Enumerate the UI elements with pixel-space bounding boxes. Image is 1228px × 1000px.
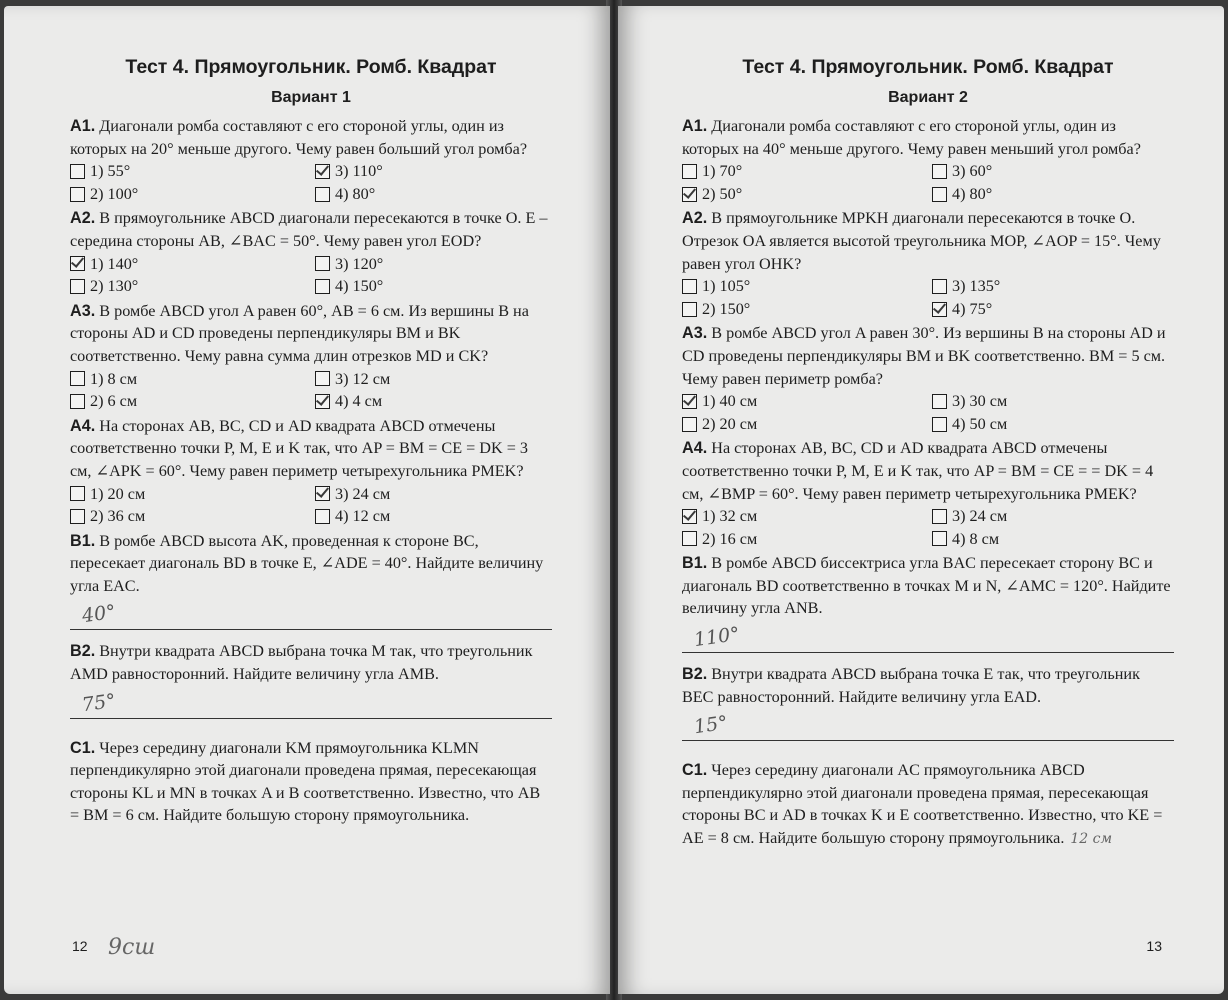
option-label: 4) 50 см [952, 414, 1008, 433]
answer-option[interactable] [682, 183, 924, 206]
checked-checkbox[interactable] [315, 164, 330, 179]
checkbox[interactable] [70, 371, 85, 386]
answer-option[interactable] [70, 483, 307, 506]
checkbox[interactable] [70, 394, 85, 409]
checkbox[interactable] [932, 279, 947, 294]
checked-checkbox[interactable] [70, 256, 85, 271]
task-a4: А4. На сторонах AB, BC, CD и AD квадрата ABCD отмечены соответственно точки P, M, E и K так, что AP = BM = CE = DK = 3 см, ∠APK = 60°. Чему равен периметр четырехугольника PMEK? [70, 416, 529, 480]
checkbox[interactable] [315, 371, 330, 386]
answer-option[interactable] [932, 275, 1174, 298]
left-page [4, 6, 610, 994]
checkbox[interactable] [682, 164, 697, 179]
option-label: 4) 75° [952, 299, 993, 318]
answer-option[interactable] [315, 505, 552, 528]
option-label: 1) 20 см [90, 484, 146, 503]
handwritten-signature: 9сш [108, 935, 156, 960]
answer-line-b1[interactable] [682, 620, 1174, 653]
checkbox[interactable] [932, 417, 947, 432]
checkbox[interactable] [315, 509, 330, 524]
checkbox[interactable] [70, 486, 85, 501]
option-label: 2) 6 см [90, 392, 138, 411]
answer-option[interactable] [70, 253, 307, 276]
checked-checkbox[interactable] [315, 394, 330, 409]
page-number: 13 [1146, 938, 1162, 954]
answer-option[interactable] [70, 505, 307, 528]
answer-option[interactable] [70, 368, 307, 391]
task-b1: B1. В ромбе ABCD высота AK, проведенная к стороне BC, пересекает диагональ BD в точке E, ∠ADE = 40°. Найдите величину угла EAC. [70, 531, 544, 595]
option-label: 3) 12 см [335, 369, 391, 388]
task-a4: А4. На сторонах AB, BC, CD и AD квадрата ABCD отмечены соответственно точки P, M, E и K так, что AP = BM = CE = = DK = 4 см, ∠BMP = 60°. Чему равен периметр четырехугольника PMEK? [682, 439, 1154, 503]
option-label: 1) 55° [90, 162, 131, 181]
answer-option[interactable] [682, 505, 924, 528]
option-label: 2) 20 см [702, 414, 758, 433]
answer-option[interactable] [315, 390, 552, 413]
answer-option[interactable] [682, 413, 924, 436]
answer-option[interactable] [932, 390, 1174, 413]
option-label: 2) 130° [90, 277, 139, 296]
checked-checkbox[interactable] [682, 187, 697, 202]
option-label: 1) 32 см [702, 507, 758, 526]
answer-option[interactable] [682, 528, 924, 551]
task-b2: B2. Внутри квадрата ABCD выбрана точка E так, что треугольник BEC равносторонний. Найдите величину угла EAD. [682, 665, 1140, 706]
options-a2 [682, 275, 1174, 320]
answer-option[interactable] [315, 253, 552, 276]
right-page [618, 6, 1224, 994]
page-title: Тест 4. Прямоугольник. Ромб. Квадрат [125, 56, 497, 78]
checkbox[interactable] [932, 394, 947, 409]
option-label: 3) 30 см [952, 392, 1008, 411]
options-a1 [682, 160, 1174, 205]
checkbox[interactable] [70, 187, 85, 202]
option-label: 4) 150° [335, 277, 384, 296]
checkbox[interactable] [70, 279, 85, 294]
checkbox[interactable] [315, 256, 330, 271]
checkbox[interactable] [682, 417, 697, 432]
task-c1: C1. Через середину диагонали KM прямоугольника KLMN перпендикулярно этой диагонали проведена прямая, пересекающая стороны KL и MN в точках A и B соответственно. Известно, что AB = BM = 6 см. Найдите большую сторону прямоугольника. [70, 738, 541, 825]
answer-option[interactable] [315, 183, 552, 206]
handwritten-answer: 75° [80, 689, 118, 716]
task-b2: B2. Внутри квадрата ABCD выбрана точка M так, что треугольник AMD равносторонний. Найдите величину угла AMB. [70, 642, 533, 684]
option-label: 3) 110° [335, 162, 383, 181]
handwritten-answer: 110° [692, 622, 742, 652]
task-a2: А2. В прямоугольнике ABCD диагонали пересекаются в точке O. E – середина стороны AB, ∠BAC = 50°. Чему равен угол EOD? [70, 209, 548, 250]
answer-line-b2[interactable] [70, 686, 552, 719]
option-label: 2) 150° [702, 299, 751, 318]
page-title: Тест 4. Прямоугольник. Ромб. Квадрат [742, 56, 1114, 78]
variant-label: Вариант 2 [888, 89, 968, 106]
task-c1: C1. Через середину диагонали AC прямоугольника ABCD перпендикулярно этой диагонали проведена прямая, пересекающая стороны BC и AD в точках K и E соответственно. Известно, что KE = AE = 8 см. Найдите большую сторону прямоугольника. 12 см [682, 761, 1163, 848]
options-a4 [70, 483, 552, 528]
answer-option[interactable] [70, 183, 307, 206]
option-label: 1) 40 см [702, 392, 758, 411]
option-label: 4) 80° [952, 184, 993, 203]
option-label: 4) 8 см [952, 529, 1000, 548]
answer-option[interactable] [932, 183, 1174, 206]
answer-line-b1[interactable] [70, 597, 552, 630]
answer-option[interactable] [315, 368, 552, 391]
option-label: 2) 100° [90, 184, 139, 203]
option-label: 1) 140° [90, 254, 139, 273]
checked-checkbox[interactable] [315, 486, 330, 501]
task-a3: А3. В ромбе ABCD угол A равен 60°, AB = 6 см. Из вершины B на стороны AD и CD проведены перпендикуляры BM и BK соответственно. Чему равна сумма длин отрезков MD и CK? [70, 301, 529, 365]
checkbox[interactable] [682, 531, 697, 546]
task-a2: А2. В прямоугольнике MPKH диагонали пересекаются в точке O. Отрезок OA является высотой треугольника MOP, ∠AOP = 15°. Чему равен угол OHK? [682, 209, 1161, 273]
answer-option[interactable] [932, 160, 1174, 183]
answer-option[interactable] [682, 160, 924, 183]
checkbox[interactable] [932, 531, 947, 546]
option-label: 3) 120° [335, 254, 384, 273]
checkbox[interactable] [682, 279, 697, 294]
page-number: 12 [72, 938, 88, 954]
option-label: 2) 50° [702, 184, 743, 203]
checked-checkbox[interactable] [932, 302, 947, 317]
option-label: 3) 60° [952, 162, 993, 181]
answer-option[interactable] [70, 160, 307, 183]
answer-line-b2[interactable] [682, 708, 1174, 741]
handwritten-answer: 40° [80, 601, 118, 628]
options-a4 [682, 505, 1174, 550]
option-label: 2) 36 см [90, 507, 146, 526]
option-label: 3) 24 см [335, 484, 391, 503]
checkbox[interactable] [932, 187, 947, 202]
answer-option[interactable] [70, 275, 307, 298]
option-label: 1) 70° [702, 162, 743, 181]
task-a3: А3. В ромбе ABCD угол A равен 30°. Из вершины B на стороны AD и CD проведены перпендикуляры BM и BK соответственно. BM = 5 см. Чему равен периметр ромба? [682, 324, 1166, 388]
option-label: 4) 4 см [335, 392, 383, 411]
answer-option[interactable] [70, 390, 307, 413]
checkbox[interactable] [315, 187, 330, 202]
checked-checkbox[interactable] [682, 394, 697, 409]
checkbox[interactable] [932, 509, 947, 524]
option-label: 3) 24 см [952, 507, 1008, 526]
option-label: 1) 8 см [90, 369, 138, 388]
checked-checkbox[interactable] [682, 509, 697, 524]
answer-option[interactable] [682, 275, 924, 298]
option-label: 1) 105° [702, 277, 751, 296]
answer-option[interactable] [932, 298, 1174, 321]
checkbox[interactable] [70, 509, 85, 524]
checkbox[interactable] [682, 302, 697, 317]
checkbox[interactable] [70, 164, 85, 179]
task-a1: А1. Диагонали ромба составляют с его стороной углы, один из которых на 40° меньше другого. Чему равен меньший угол ромба? [682, 117, 1141, 158]
option-label: 4) 12 см [335, 507, 391, 526]
task-b1: B1. В ромбе ABCD биссектриса угла BAC пересекает сторону BC и диагональ BD соответственно в точках M и N, ∠AMC = 120°. Найдите величину угла ANB. [682, 554, 1171, 618]
answer-option[interactable] [932, 528, 1174, 551]
answer-option[interactable] [932, 413, 1174, 436]
options-a3 [682, 390, 1174, 435]
options-a1 [70, 160, 552, 205]
answer-option[interactable] [682, 390, 924, 413]
checkbox[interactable] [932, 164, 947, 179]
answer-option[interactable] [315, 160, 552, 183]
answer-option[interactable] [315, 483, 552, 506]
handwritten-answer: 15° [692, 712, 730, 739]
answer-option[interactable] [315, 275, 552, 298]
answer-option[interactable] [682, 298, 924, 321]
options-a2 [70, 253, 552, 298]
option-label: 2) 16 см [702, 529, 758, 548]
answer-option[interactable] [932, 505, 1174, 528]
option-label: 3) 135° [952, 277, 1001, 296]
variant-label: Вариант 1 [271, 89, 351, 106]
task-a1: А1. Диагонали ромба составляют с его стороной углы, один из которых на 20° меньше другого. Чему равен больший угол ромба? [70, 117, 528, 158]
options-a3 [70, 368, 552, 413]
option-label: 4) 80° [335, 184, 376, 203]
checkbox[interactable] [315, 279, 330, 294]
handwritten-answer: 12 см [1070, 831, 1113, 848]
